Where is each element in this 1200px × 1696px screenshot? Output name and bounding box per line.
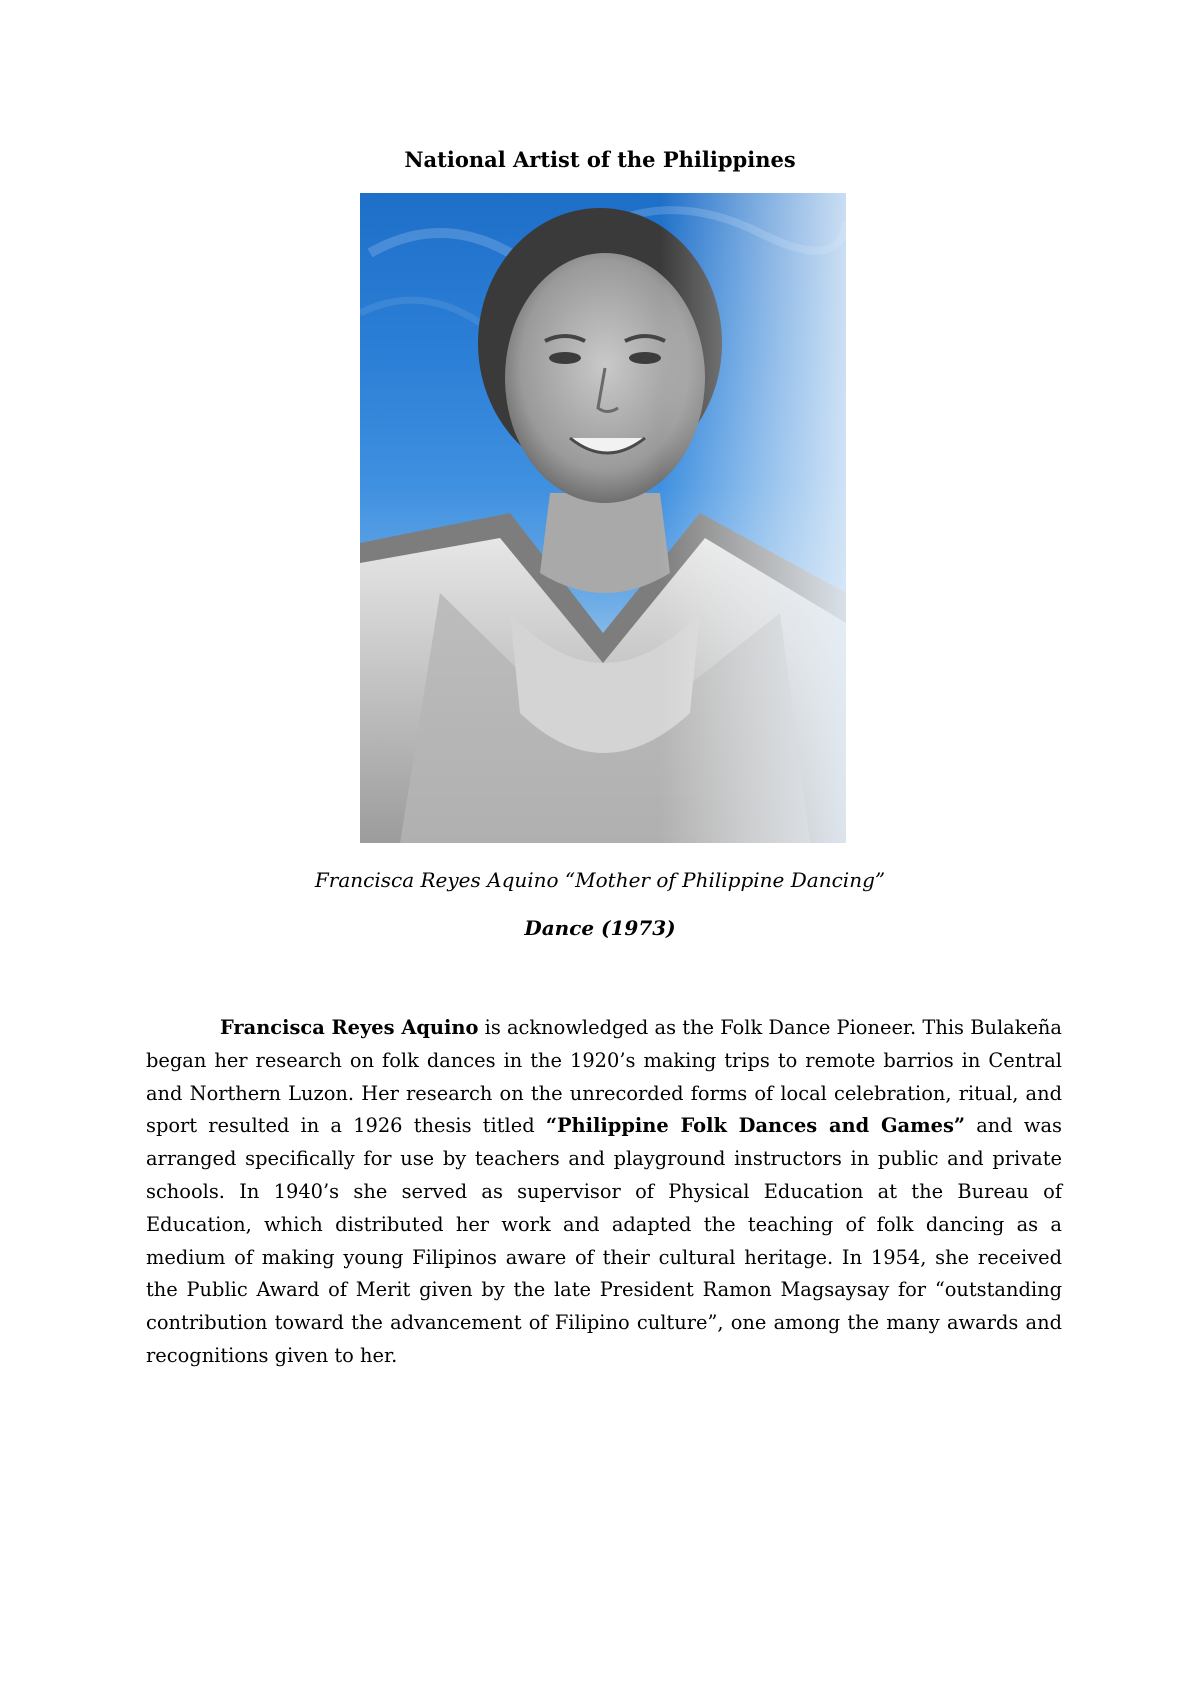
portrait-illustration	[360, 193, 846, 843]
portrait-caption: Francisca Reyes Aquino “Mother of Philippine Dancing”	[314, 868, 886, 892]
biography-paragraph	[146, 1012, 1062, 1373]
portrait-photo	[360, 193, 846, 843]
subject-name: Francisca Reyes Aquino	[220, 1016, 479, 1039]
biography-text-part-1: is acknowledged as the Folk Dance Pioneer. This Bulakeña began her research on folk dances in the 1920’s making trips to remote barrios in Central and Northern Luzon. Her research on the unrecorded forms of local celebration, ritual, and sport resulted in a 1926 thesis titled	[146, 1016, 1062, 1138]
biography-text-part-2: and was arranged specifically for use by teachers and playground instructors in public and private schools. In 1940’s she served as supervisor of Physical Education at the Bureau of Education, which distributed her work and adapted the teaching of folk dancing as a medium of making young Filipinos aware of their cultural heritage. In 1954, she received the Public Award of Merit given by the late President Ramon Magsaysay for “outstanding contribution toward the advancement of Filipino culture”, one among the many awards and recognitions given to her.	[146, 1114, 1062, 1367]
page-title: National Artist of the Philippines	[404, 147, 796, 172]
award-category: Dance (1973)	[524, 916, 676, 940]
thesis-title: “Philippine Folk Dances and Games”	[545, 1114, 966, 1138]
